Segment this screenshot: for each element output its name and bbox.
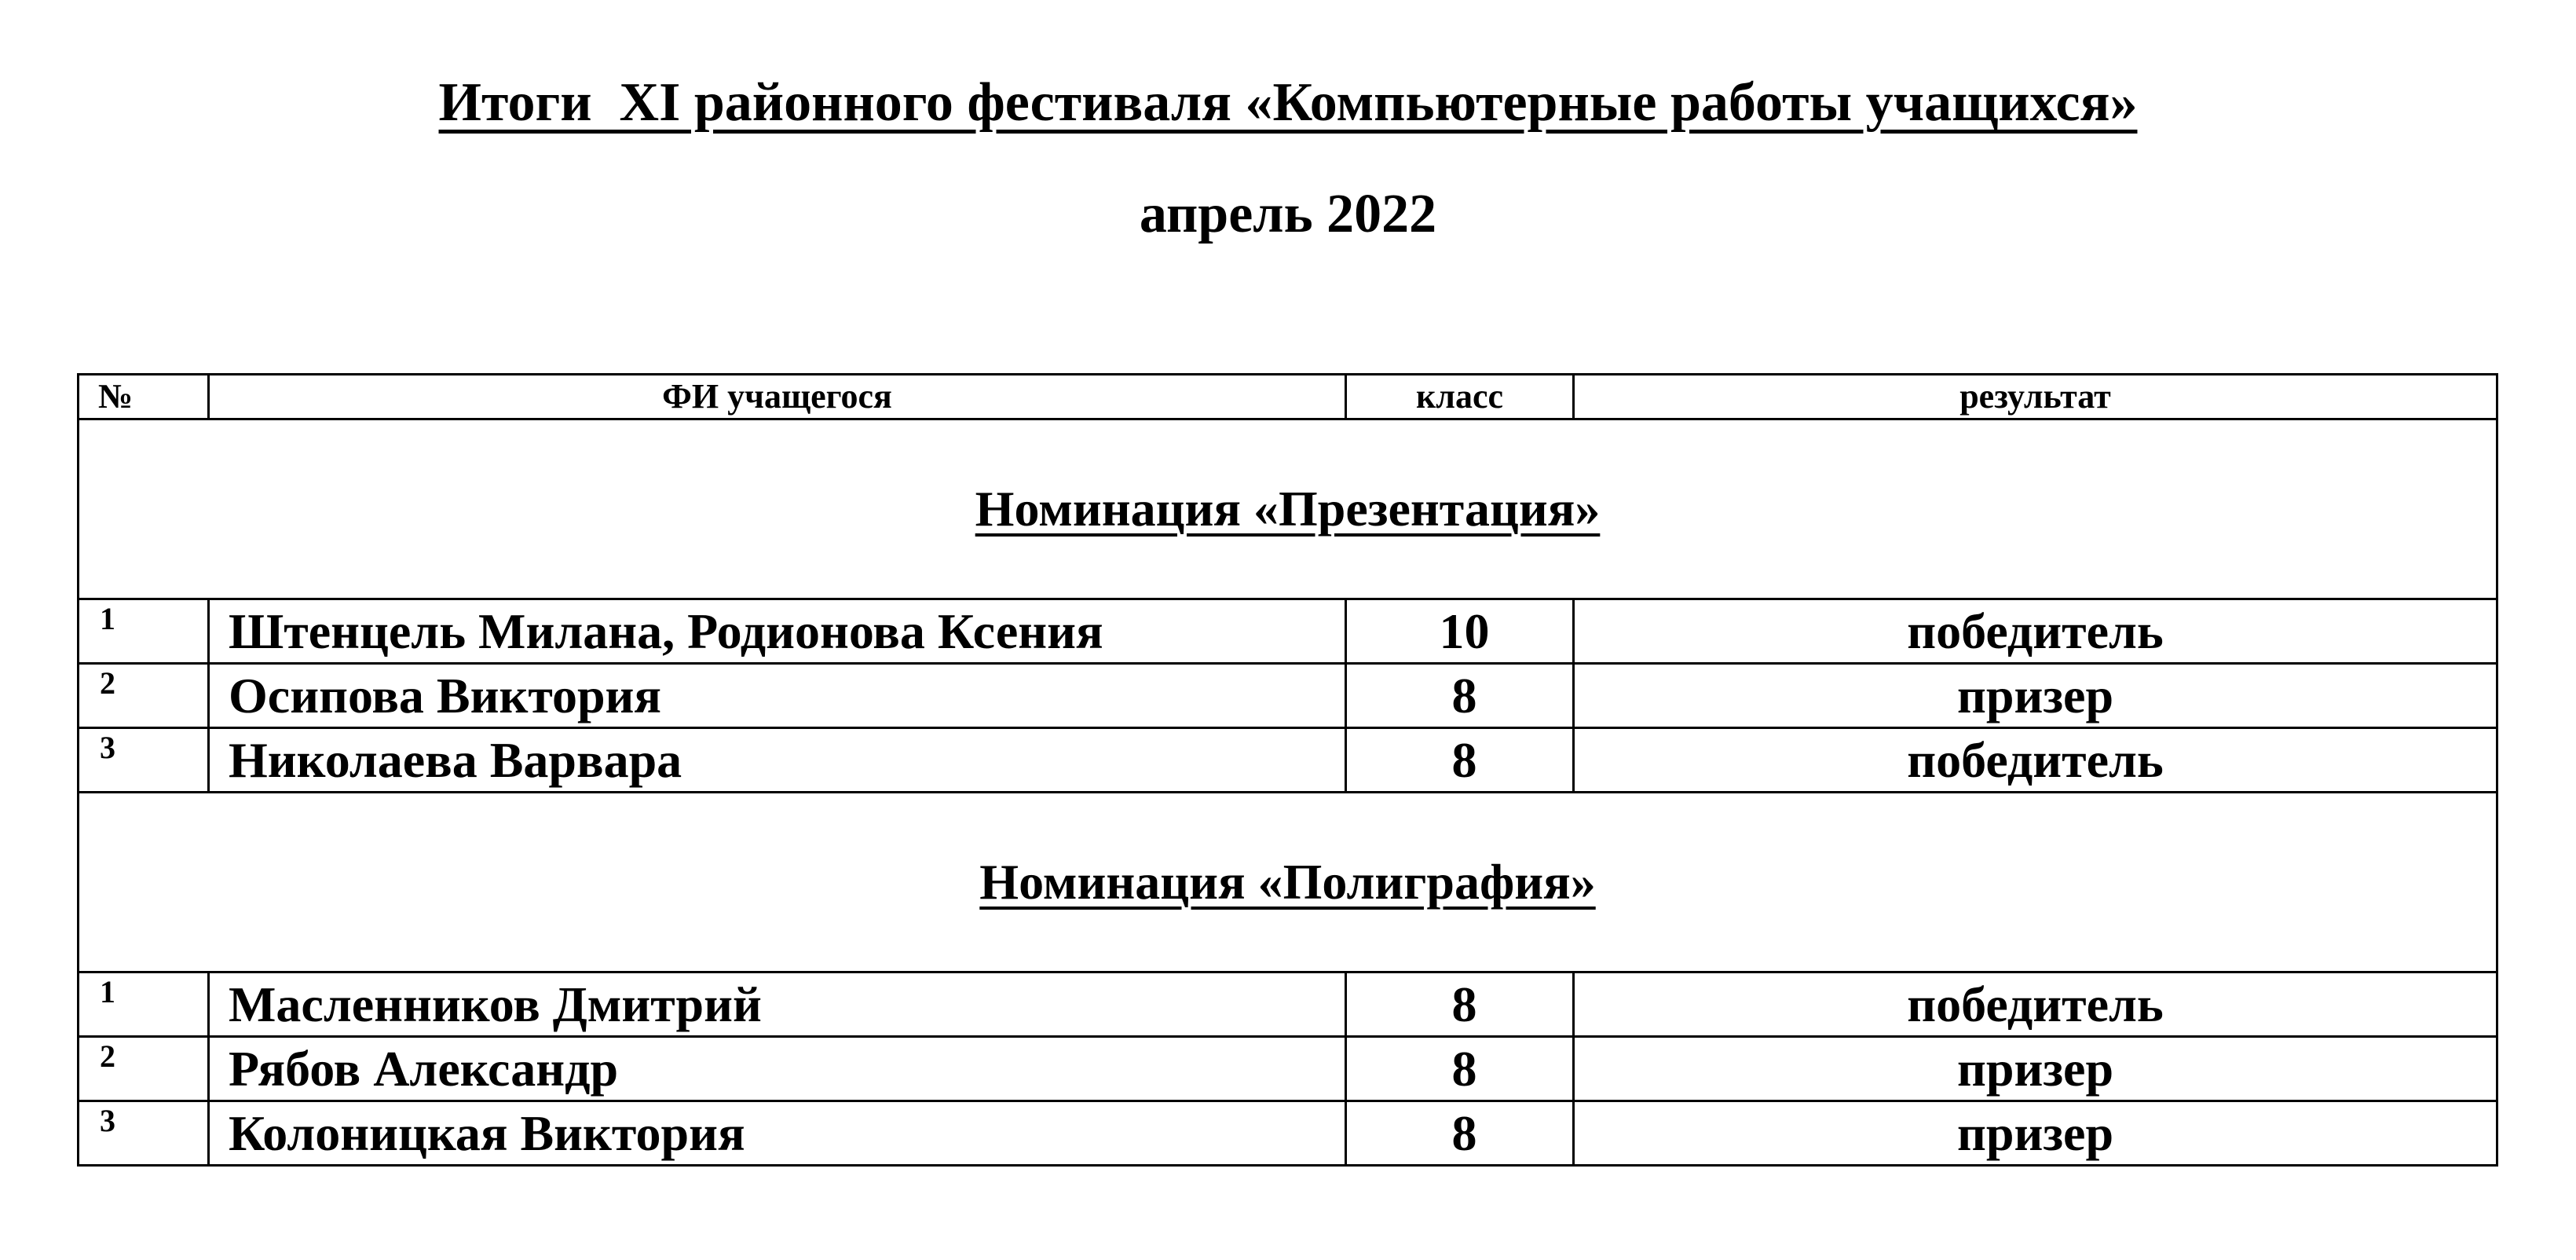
- table-row: [79, 972, 2497, 1037]
- document-title: [0, 68, 2576, 138]
- row-number: 2: [79, 1037, 209, 1101]
- student-grade: 8: [1346, 1101, 1574, 1166]
- student-grade: 8: [1346, 664, 1574, 728]
- table-row: [79, 1037, 2497, 1101]
- table-row: [79, 1101, 2497, 1166]
- student-grade: 8: [1346, 1037, 1574, 1101]
- student-result: призер: [1574, 1101, 2497, 1166]
- row-number: 1: [79, 972, 209, 1037]
- row-number: 2: [79, 664, 209, 728]
- student-name: Масленников Дмитрий: [209, 972, 1346, 1037]
- table-header-row: [79, 375, 2497, 419]
- student-result: победитель: [1574, 972, 2497, 1037]
- section-title: Номинация «Презентация»: [975, 481, 1601, 537]
- row-number: 1: [79, 599, 209, 664]
- section-row-polygraphy: [79, 793, 2497, 972]
- student-grade: 10: [1346, 599, 1574, 664]
- student-result: призер: [1574, 664, 2497, 728]
- student-name: Николаева Варвара: [209, 728, 1346, 793]
- document-subtitle: апрель 2022: [1139, 184, 1437, 244]
- student-grade: 8: [1346, 972, 1574, 1037]
- student-name: Рябов Александр: [209, 1037, 1346, 1101]
- section-title-cell: [79, 793, 2497, 972]
- section-title: Номинация «Полиграфия»: [979, 854, 1596, 910]
- student-grade: 8: [1346, 728, 1574, 793]
- section-row-presentation: [79, 419, 2497, 599]
- table-row: [79, 664, 2497, 728]
- student-name: Колоницкая Виктория: [209, 1101, 1346, 1166]
- header-result: результат: [1574, 375, 2497, 419]
- row-number: 3: [79, 1101, 209, 1166]
- student-name: Осипова Виктория: [209, 664, 1346, 728]
- student-name: Штенцель Милана, Родионова Ксения: [209, 599, 1346, 664]
- header-number: №: [79, 375, 209, 419]
- document-title-text: Итоги XI районного фестиваля «Компьютерные работы учащихся»: [438, 72, 2138, 133]
- row-number: 3: [79, 728, 209, 793]
- header-grade: класс: [1346, 375, 1574, 419]
- student-result: победитель: [1574, 599, 2497, 664]
- section-title-cell: [79, 419, 2497, 599]
- table-row: [79, 728, 2497, 793]
- results-table: [77, 373, 2498, 1167]
- student-result: призер: [1574, 1037, 2497, 1101]
- header-name: ФИ учащегося: [209, 375, 1346, 419]
- table-row: [79, 599, 2497, 664]
- student-result: победитель: [1574, 728, 2497, 793]
